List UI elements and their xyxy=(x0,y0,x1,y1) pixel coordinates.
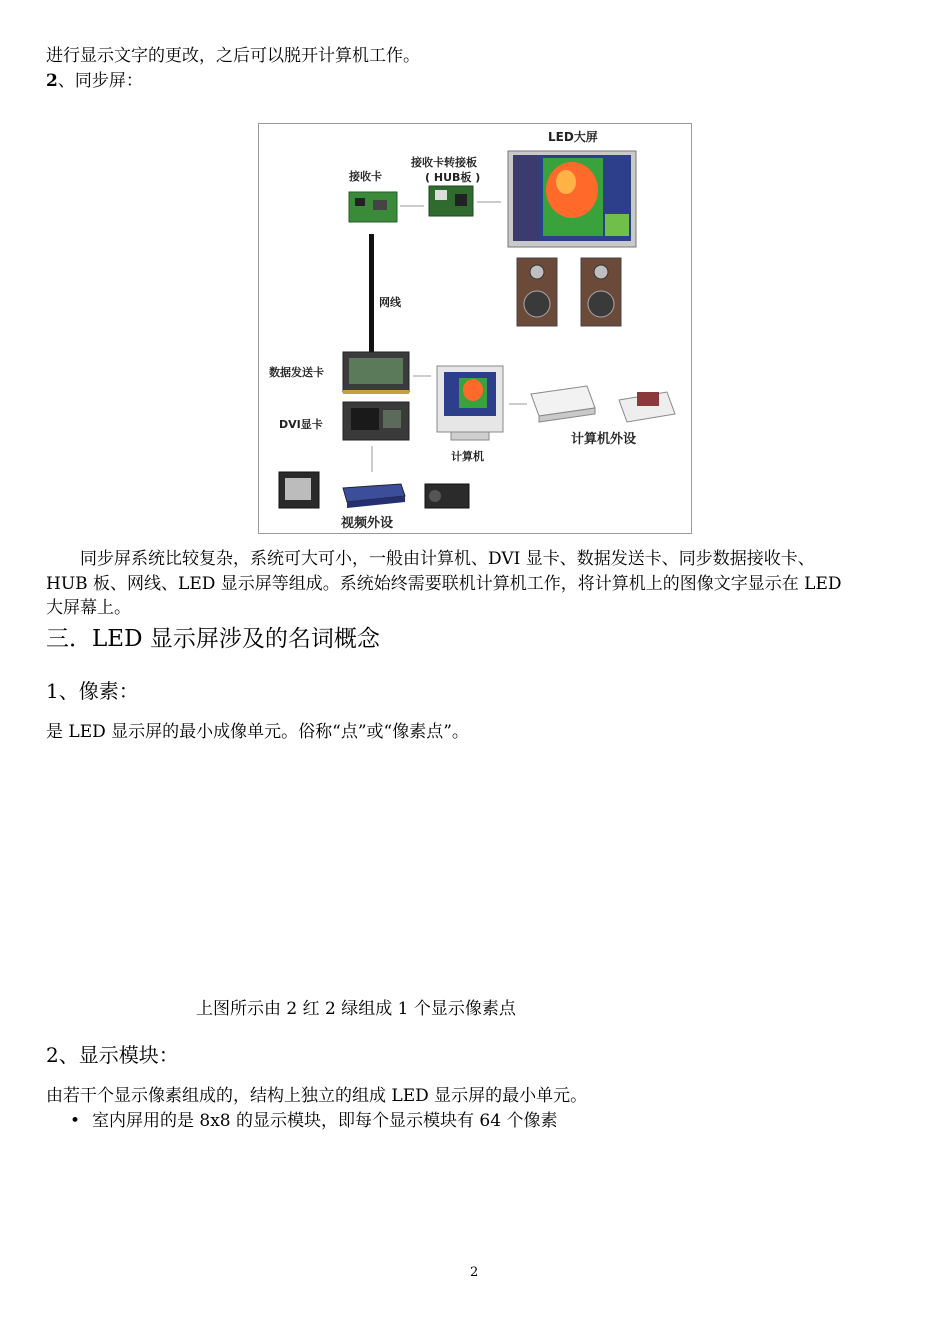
label-computer: 计算机 xyxy=(451,450,484,463)
paragraph-line-1: 同步屏系统比较复杂，系统可大可小，一般由计算机、DVI 显卡、数据发送卡、同步数据接收卡、 xyxy=(80,549,815,569)
bullet-dot: • xyxy=(70,1111,81,1131)
sync-screen-diagram xyxy=(258,123,692,534)
diagram-graphics xyxy=(259,124,693,535)
subheading-display-module: 2、显示模块： xyxy=(46,1043,179,1067)
paragraph-line-2: HUB 板、网线、LED 显示屏等组成。系统始终需要联机计算机工作，将计算机上的图像文字显示在 LED xyxy=(46,574,842,594)
printer-graphic xyxy=(619,392,675,422)
label-computer-peripherals: 计算机外设 xyxy=(571,432,637,447)
tv-graphic xyxy=(279,472,319,508)
heading-number: 2 xyxy=(46,71,58,91)
led-screen-graphic xyxy=(508,151,636,247)
label-video-peripherals: 视频外设 xyxy=(341,516,394,531)
scanner-graphic xyxy=(531,386,595,422)
speaker-left xyxy=(517,258,557,326)
label-receiver-card: 接收卡 xyxy=(349,170,382,183)
heading-synchronous-screen xyxy=(46,69,143,94)
bullet-item xyxy=(70,1109,557,1134)
computer-monitor-graphic xyxy=(437,366,503,440)
subheading-pixel: 1、像素： xyxy=(46,679,139,703)
speaker-right xyxy=(581,258,621,326)
projector-graphic xyxy=(425,484,469,508)
display-module-description: 由若干个显示像素组成的，结构上独立的组成 LED 显示屏的最小单元。 xyxy=(46,1086,588,1106)
figure-caption: 上图所示由 2 红 2 绿组成 1 个显示像素点 xyxy=(196,999,516,1019)
label-led-screen: LED大屏 xyxy=(548,130,598,144)
label-network-cable: 网线 xyxy=(379,296,401,309)
vcr-graphic xyxy=(343,484,405,508)
pixel-description: 是 LED 显示屏的最小成像单元。俗称“点”或“像素点”。 xyxy=(46,722,469,742)
label-hub-board-1: 接收卡转接板 xyxy=(411,156,477,169)
network-cable-graphic xyxy=(369,234,374,354)
bullet-text: 室内屏用的是 8x8 的显示模块，即每个显示模块有 64 个像素 xyxy=(92,1111,558,1131)
paragraph-line-3: 大屏幕上。 xyxy=(46,598,131,618)
label-dvi-card: DVI显卡 xyxy=(279,418,323,431)
section-heading-3: 三．LED 显示屏涉及的名词概念 xyxy=(46,626,380,652)
label-hub-board-2: ( HUB板 ) xyxy=(425,171,481,184)
text-line-1: 进行显示文字的更改，之后可以脱开计算机工作。 xyxy=(46,46,420,66)
label-sender-card: 数据发送卡 xyxy=(269,366,324,379)
heading-text: 、同步屏： xyxy=(57,71,143,91)
page-number: 2 xyxy=(470,1265,479,1280)
